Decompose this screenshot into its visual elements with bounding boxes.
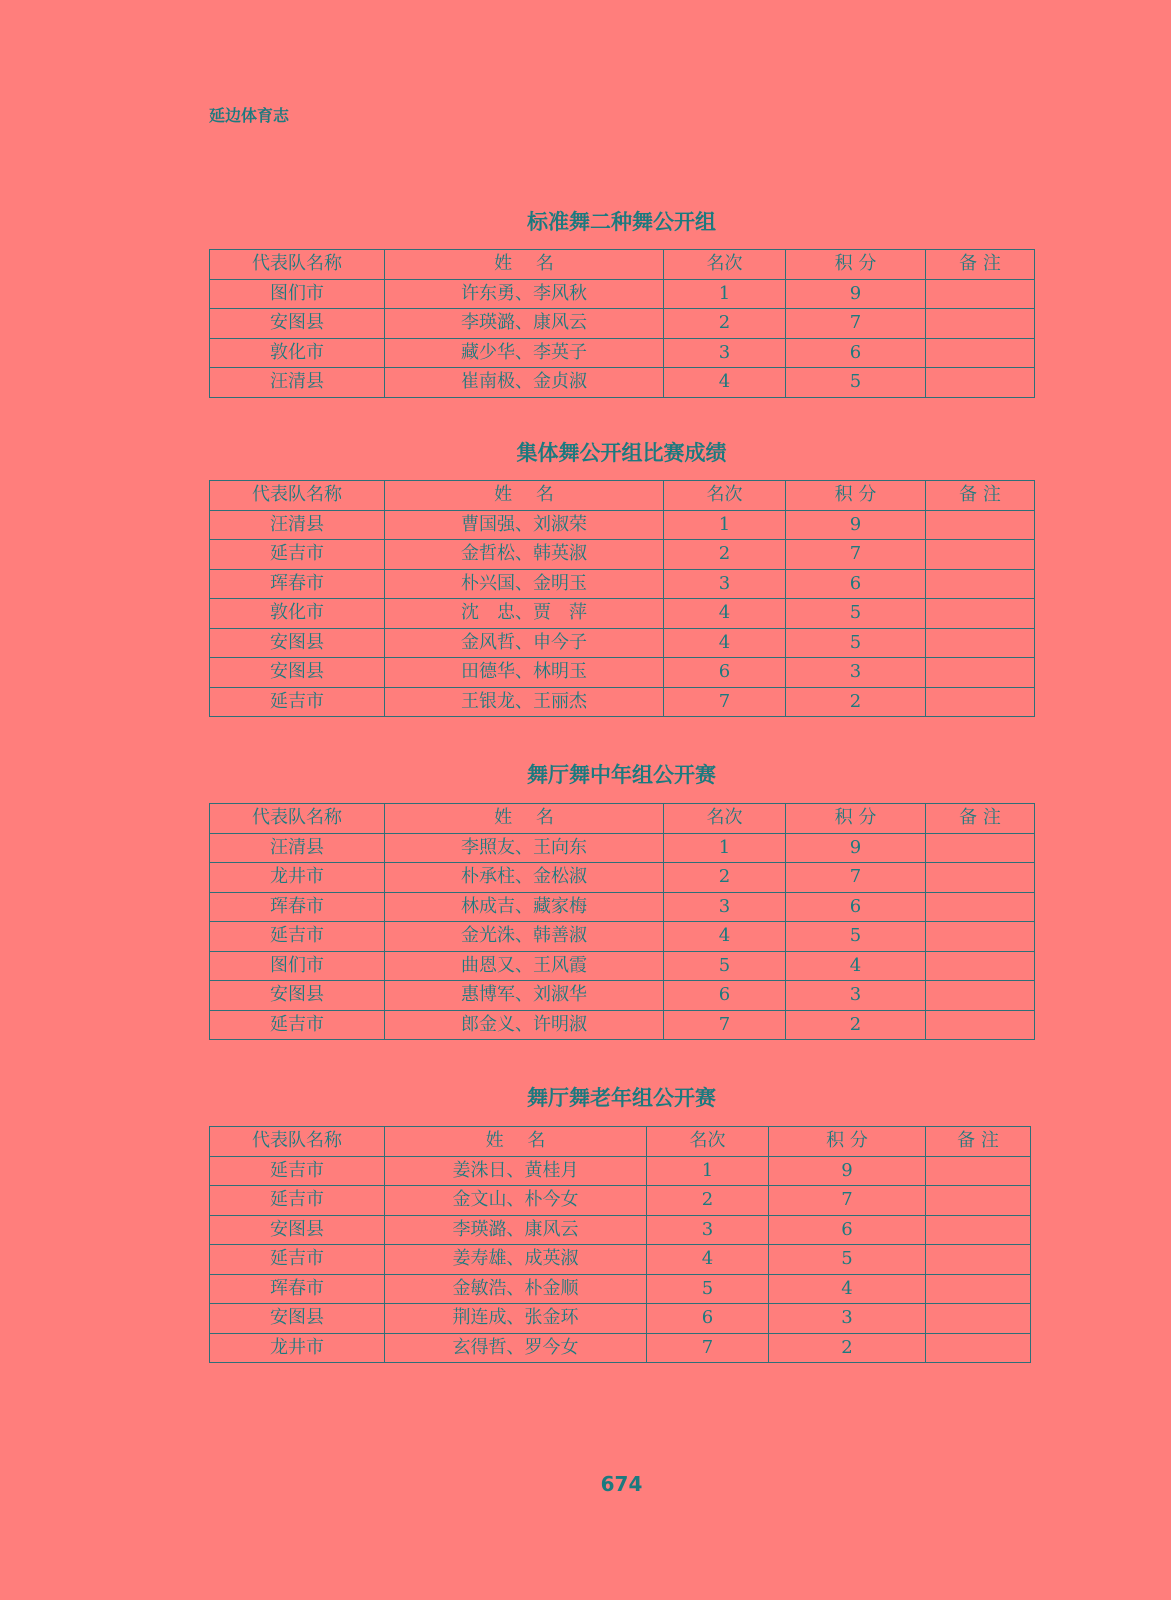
rank-cell: 7 <box>664 1010 786 1040</box>
rank-cell: 1 <box>664 279 786 309</box>
name-cell: 金风哲、申今子 <box>385 628 664 658</box>
team-cell: 延吉市 <box>210 922 385 952</box>
team-cell: 龙井市 <box>210 863 385 893</box>
results-table-ballroom-middle-age <box>209 803 1035 1040</box>
note-cell <box>926 368 1035 398</box>
score-cell: 5 <box>786 368 926 398</box>
score-cell: 7 <box>786 309 926 339</box>
name-cell: 林成吉、藏家梅 <box>385 892 664 922</box>
rank-cell: 3 <box>647 1215 769 1245</box>
name-cell: 朴兴国、金明玉 <box>385 569 664 599</box>
name-cell: 曹国强、刘淑荣 <box>385 510 664 540</box>
score-cell: 6 <box>786 892 926 922</box>
score-cell: 7 <box>769 1186 926 1216</box>
note-cell <box>926 922 1035 952</box>
rank-cell: 6 <box>664 981 786 1011</box>
table-header-row <box>210 804 1035 834</box>
name-cell: 田德华、林明玉 <box>385 658 664 688</box>
note-cell <box>926 599 1035 629</box>
team-cell: 图们市 <box>210 951 385 981</box>
table-row <box>210 540 1035 570</box>
score-cell: 2 <box>786 687 926 717</box>
table-row <box>210 510 1035 540</box>
note-cell <box>926 833 1035 863</box>
running-head: 延边体育志 <box>209 106 290 125</box>
note-cell <box>926 569 1035 599</box>
page-number: 674 <box>600 1472 643 1496</box>
rank-cell: 7 <box>664 687 786 717</box>
table-row <box>210 951 1035 981</box>
score-cell: 4 <box>769 1274 926 1304</box>
section-title-ballroom-senior: 舞厅舞老年组公开赛 <box>527 1086 716 1110</box>
score-cell: 9 <box>786 279 926 309</box>
note-cell <box>926 658 1035 688</box>
table-row <box>210 309 1035 339</box>
team-cell: 龙井市 <box>210 1333 385 1363</box>
rank-cell: 4 <box>664 628 786 658</box>
rank-cell: 5 <box>664 951 786 981</box>
score-cell: 6 <box>769 1215 926 1245</box>
score-cell: 9 <box>769 1156 926 1186</box>
name-cell: 李瑛潞、康风云 <box>385 1215 647 1245</box>
table-row <box>210 1156 1031 1186</box>
table-row <box>210 892 1035 922</box>
header-note: 备 注 <box>926 481 1035 511</box>
team-cell: 图们市 <box>210 279 385 309</box>
table-row <box>210 658 1035 688</box>
score-cell: 6 <box>786 569 926 599</box>
table-row <box>210 1010 1035 1040</box>
rank-cell: 1 <box>664 833 786 863</box>
score-cell: 4 <box>786 951 926 981</box>
team-cell: 安图县 <box>210 1304 385 1334</box>
header-rank: 名次 <box>664 481 786 511</box>
header-note: 备 注 <box>926 804 1035 834</box>
score-cell: 7 <box>786 863 926 893</box>
name-cell: 许东勇、李风秋 <box>385 279 664 309</box>
table-row <box>210 1186 1031 1216</box>
note-cell <box>926 981 1035 1011</box>
rank-cell: 1 <box>647 1156 769 1186</box>
table-header-row <box>210 1127 1031 1157</box>
note-cell <box>926 1156 1031 1186</box>
header-score: 积 分 <box>786 250 926 280</box>
table-row <box>210 981 1035 1011</box>
note-cell <box>926 687 1035 717</box>
score-cell: 9 <box>786 833 926 863</box>
name-cell: 王银龙、王丽杰 <box>385 687 664 717</box>
team-cell: 安图县 <box>210 309 385 339</box>
table-row <box>210 687 1035 717</box>
rank-cell: 2 <box>664 309 786 339</box>
name-cell: 沈 忠、贾 萍 <box>385 599 664 629</box>
team-cell: 延吉市 <box>210 1156 385 1186</box>
rank-cell: 3 <box>664 569 786 599</box>
score-cell: 2 <box>769 1333 926 1363</box>
note-cell <box>926 628 1035 658</box>
note-cell <box>926 279 1035 309</box>
score-cell: 7 <box>786 540 926 570</box>
results-table-group-dance <box>209 480 1035 717</box>
team-cell: 安图县 <box>210 628 385 658</box>
header-team: 代表队名称 <box>210 250 385 280</box>
header-rank: 名次 <box>647 1127 769 1157</box>
header-rank: 名次 <box>664 250 786 280</box>
results-table-standard-dance <box>209 249 1035 398</box>
name-cell: 姜寿雄、成英淑 <box>385 1245 647 1275</box>
score-cell: 3 <box>786 658 926 688</box>
team-cell: 延吉市 <box>210 1186 385 1216</box>
score-cell: 3 <box>786 981 926 1011</box>
header-name: 姓 名 <box>385 481 664 511</box>
note-cell <box>926 510 1035 540</box>
rank-cell: 2 <box>664 540 786 570</box>
note-cell <box>926 951 1035 981</box>
header-note: 备 注 <box>926 250 1035 280</box>
header-score: 积 分 <box>786 804 926 834</box>
note-cell <box>926 863 1035 893</box>
name-cell: 金光洙、韩善淑 <box>385 922 664 952</box>
table-row <box>210 1304 1031 1334</box>
team-cell: 安图县 <box>210 981 385 1011</box>
score-cell: 5 <box>786 628 926 658</box>
rank-cell: 6 <box>647 1304 769 1334</box>
table-row <box>210 1245 1031 1275</box>
header-name: 姓 名 <box>385 804 664 834</box>
team-cell: 延吉市 <box>210 687 385 717</box>
rank-cell: 2 <box>664 863 786 893</box>
rank-cell: 2 <box>647 1186 769 1216</box>
header-rank: 名次 <box>664 804 786 834</box>
name-cell: 惠博军、刘淑华 <box>385 981 664 1011</box>
table-row <box>210 1215 1031 1245</box>
team-cell: 汪清县 <box>210 368 385 398</box>
note-cell <box>926 1304 1031 1334</box>
team-cell: 珲春市 <box>210 1274 385 1304</box>
rank-cell: 4 <box>664 922 786 952</box>
name-cell: 郎金义、许明淑 <box>385 1010 664 1040</box>
score-cell: 3 <box>769 1304 926 1334</box>
header-name: 姓 名 <box>385 1127 647 1157</box>
score-cell: 5 <box>769 1245 926 1275</box>
team-cell: 延吉市 <box>210 540 385 570</box>
note-cell <box>926 309 1035 339</box>
team-cell: 汪清县 <box>210 510 385 540</box>
score-cell: 5 <box>786 922 926 952</box>
table-row <box>210 863 1035 893</box>
score-cell: 6 <box>786 338 926 368</box>
header-team: 代表队名称 <box>210 481 385 511</box>
results-table-ballroom-senior <box>209 1126 1031 1363</box>
table-row <box>210 833 1035 863</box>
rank-cell: 4 <box>664 599 786 629</box>
note-cell <box>926 540 1035 570</box>
rank-cell: 6 <box>664 658 786 688</box>
note-cell <box>926 1245 1031 1275</box>
name-cell: 姜洙日、黄桂月 <box>385 1156 647 1186</box>
note-cell <box>926 1186 1031 1216</box>
note-cell <box>926 1274 1031 1304</box>
note-cell <box>926 1215 1031 1245</box>
team-cell: 延吉市 <box>210 1245 385 1275</box>
rank-cell: 3 <box>664 892 786 922</box>
note-cell <box>926 338 1035 368</box>
name-cell: 玄得哲、罗今女 <box>385 1333 647 1363</box>
note-cell <box>926 1010 1035 1040</box>
name-cell: 藏少华、李英子 <box>385 338 664 368</box>
team-cell: 延吉市 <box>210 1010 385 1040</box>
table-row <box>210 368 1035 398</box>
section-title-group-dance: 集体舞公开组比赛成绩 <box>516 441 727 465</box>
header-note: 备 注 <box>926 1127 1031 1157</box>
name-cell: 朴承柱、金松淑 <box>385 863 664 893</box>
name-cell: 李瑛潞、康风云 <box>385 309 664 339</box>
team-cell: 珲春市 <box>210 892 385 922</box>
rank-cell: 1 <box>664 510 786 540</box>
table-header-row <box>210 481 1035 511</box>
name-cell: 金文山、朴今女 <box>385 1186 647 1216</box>
note-cell <box>926 1333 1031 1363</box>
section-title-ballroom-middle-age: 舞厅舞中年组公开赛 <box>527 763 716 787</box>
name-cell: 金敏浩、朴金顺 <box>385 1274 647 1304</box>
table-header-row <box>210 250 1035 280</box>
team-cell: 汪清县 <box>210 833 385 863</box>
table-row <box>210 1333 1031 1363</box>
table-row <box>210 338 1035 368</box>
table-row <box>210 279 1035 309</box>
team-cell: 珲春市 <box>210 569 385 599</box>
table-row <box>210 628 1035 658</box>
rank-cell: 3 <box>664 338 786 368</box>
score-cell: 2 <box>786 1010 926 1040</box>
section-title-standard-dance: 标准舞二种舞公开组 <box>527 210 716 234</box>
team-cell: 敦化市 <box>210 338 385 368</box>
header-score: 积 分 <box>769 1127 926 1157</box>
header-score: 积 分 <box>786 481 926 511</box>
rank-cell: 4 <box>647 1245 769 1275</box>
table-row <box>210 1274 1031 1304</box>
table-row <box>210 599 1035 629</box>
rank-cell: 7 <box>647 1333 769 1363</box>
name-cell: 金哲松、韩英淑 <box>385 540 664 570</box>
name-cell: 李照友、王向东 <box>385 833 664 863</box>
name-cell: 曲恩又、王风霞 <box>385 951 664 981</box>
team-cell: 安图县 <box>210 1215 385 1245</box>
name-cell: 荆连成、张金环 <box>385 1304 647 1334</box>
score-cell: 5 <box>786 599 926 629</box>
name-cell: 崔南极、金贞淑 <box>385 368 664 398</box>
table-row <box>210 569 1035 599</box>
rank-cell: 4 <box>664 368 786 398</box>
table-row <box>210 922 1035 952</box>
score-cell: 9 <box>786 510 926 540</box>
note-cell <box>926 892 1035 922</box>
rank-cell: 5 <box>647 1274 769 1304</box>
header-team: 代表队名称 <box>210 804 385 834</box>
header-team: 代表队名称 <box>210 1127 385 1157</box>
team-cell: 安图县 <box>210 658 385 688</box>
header-name: 姓 名 <box>385 250 664 280</box>
team-cell: 敦化市 <box>210 599 385 629</box>
